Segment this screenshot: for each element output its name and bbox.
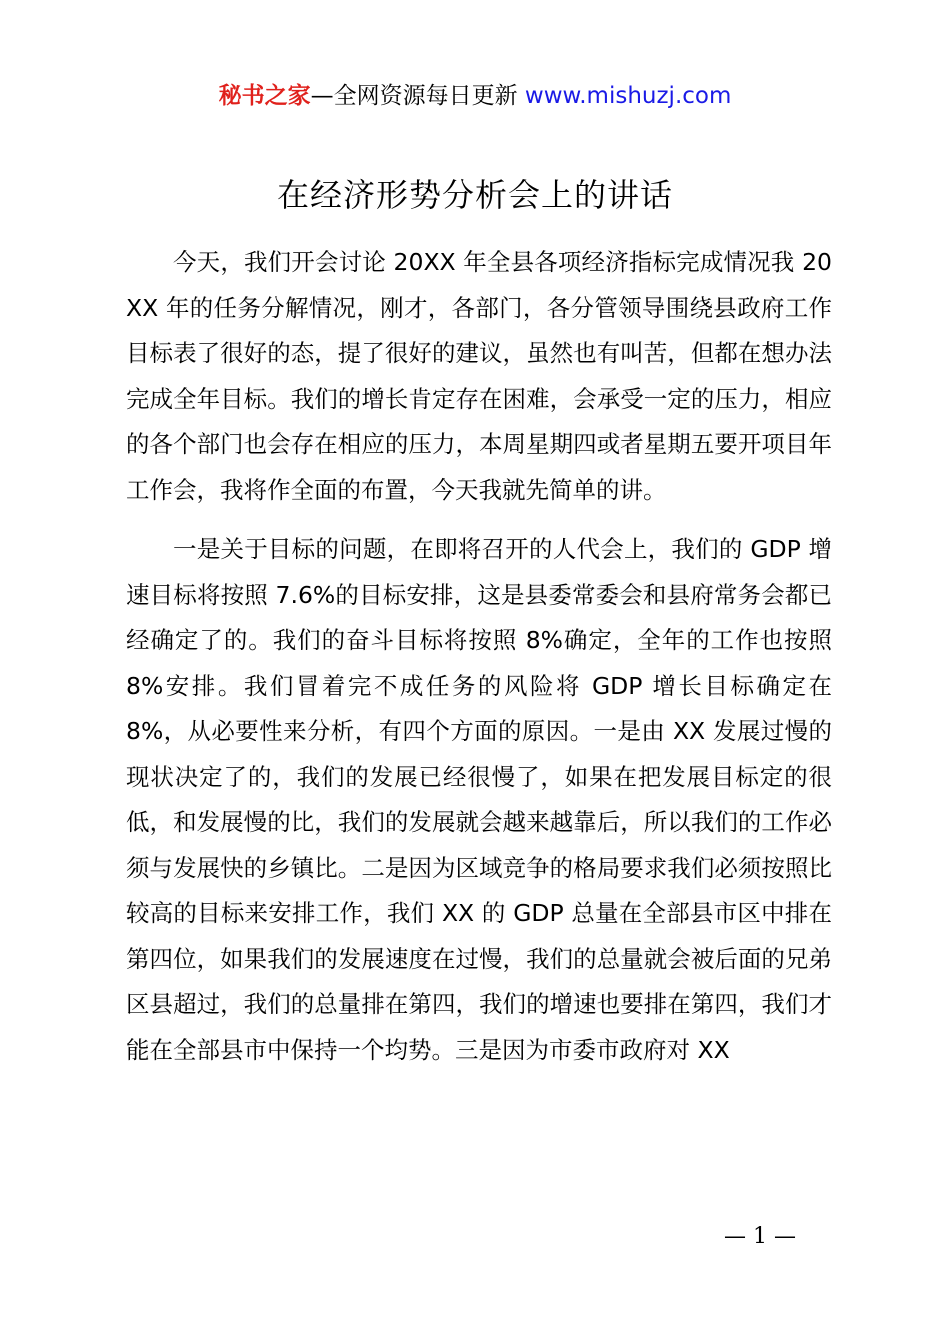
document-body: [126, 240, 832, 1087]
site-url-link[interactable]: www.mishuzj.com: [524, 83, 732, 109]
body-paragraph: 一是关于目标的问题，在即将召开的人代会上，我们的 GDP 增速目标将按照 7.6%的目标安排，这是县委常委会和县府常务会都已经确定了的。我们的奋斗目标将按照 8%确定，全年的工作也按照 8%安排。我们冒着完不成任务的风险将 GDP 增长目标确定在 8%，从必要性来分析，有四个方面的原因。一是由 XX 发展过慢的现状决定了的，我们的发展已经很慢了，如果在把发展目标定的很低，和发展慢的比，我们的发展就会越来越靠后，所以我们的工作必须与发展快的乡镇比。二是因为区域竞争的格局要求我们必须按照比较高的目标来安排工作，我们 XX 的 GDP 总量在全部县市区中排在第四位，如果我们的发展速度在过慢，我们的总量就会被后面的兄弟区县超过，我们的总量排在第四，我们的增速也要排在第四，我们才能在全部县市中保持一个均势。三是因为市委市政府对 XX: [126, 535, 832, 1064]
document-title: 在经济形势分析会上的讲话: [276, 176, 673, 214]
site-tagline: —全网资源每日更新: [310, 83, 518, 109]
page-header: [0, 80, 950, 112]
site-brand: 秘书之家: [218, 83, 311, 109]
page-number: — 1 —: [724, 1224, 796, 1249]
body-paragraph: 今天，我们开会讨论 20XX 年全县各项经济指标完成情况我 20XX 年的任务分解情况，刚才，各部门，各分管领导围绕县政府工作目标表了很好的态，提了很好的建议，虽然也有叫苦，但都在想办法完成全年目标。我们的增长肯定存在困难，会承受一定的压力，相应的各个部门也会存在相应的压力，本周星期四或者星期五要开项目年工作会，我将作全面的布置，今天我就先简单的讲。: [126, 248, 832, 504]
